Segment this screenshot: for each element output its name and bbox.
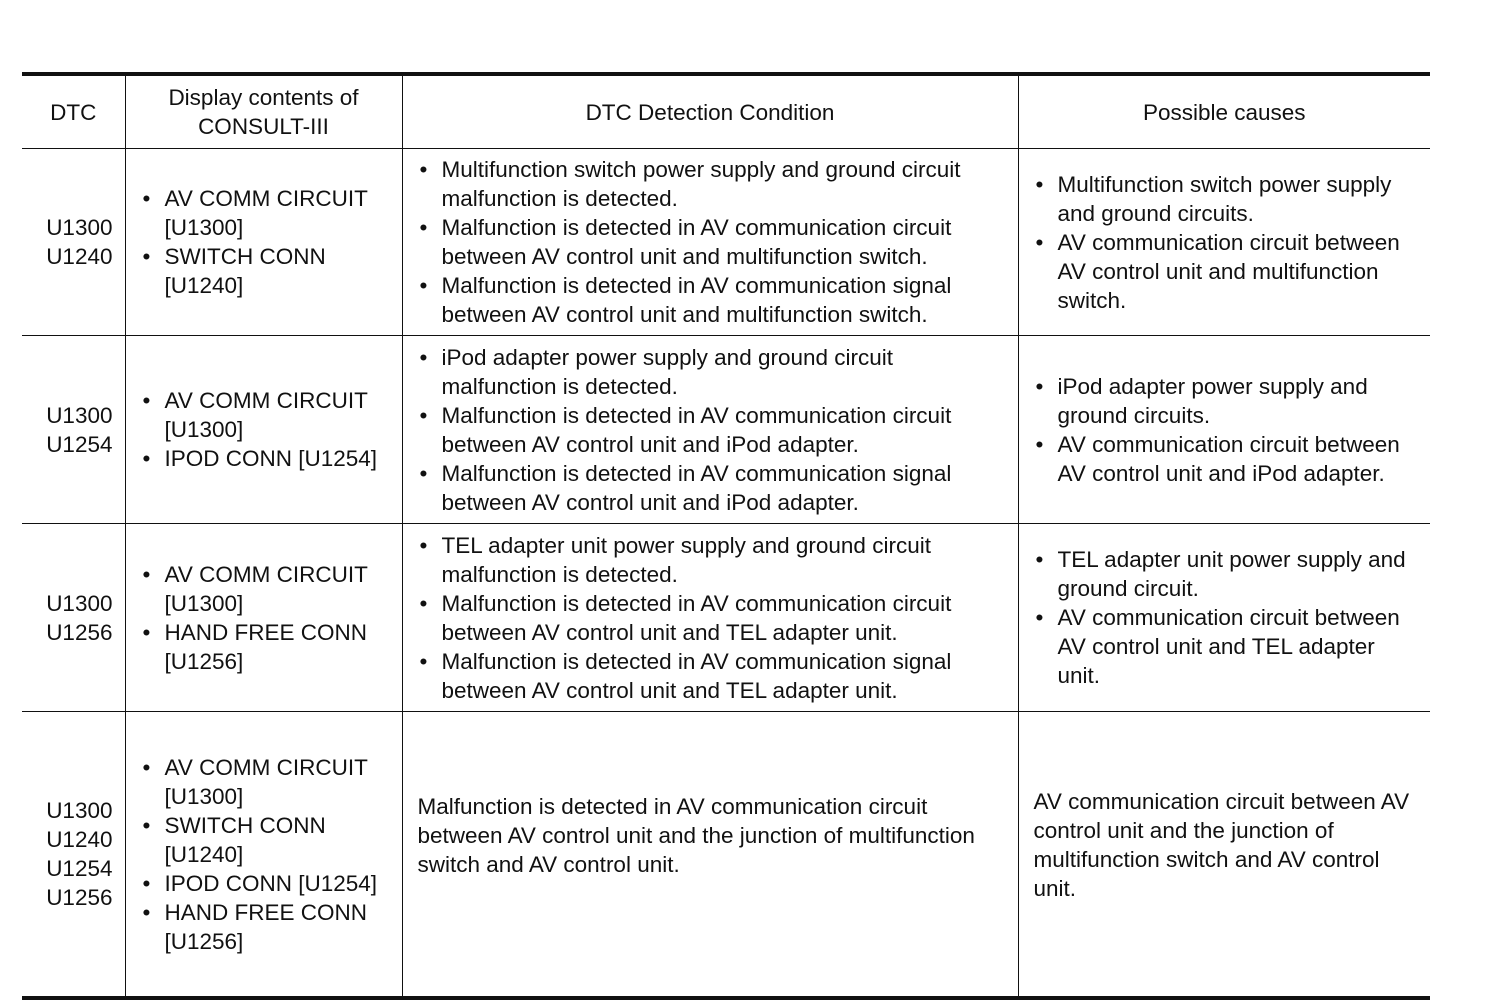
- condition-item: • Malfunction is detected in AV communication circuit between AV control unit and iPod adapter.: [442, 401, 1010, 459]
- header-display-contents: [125, 74, 402, 149]
- possible-causes-cell: [1018, 712, 1430, 999]
- detection-condition-cell: [402, 149, 1018, 336]
- header-detection-condition: DTC Detection Condition: [402, 74, 1018, 149]
- dtc-code: U1300: [46, 215, 113, 240]
- dtc-code: U1240: [46, 244, 113, 269]
- dtc-code: U1300: [46, 798, 113, 823]
- display-item: • AV COMM CIRCUIT [U1300]: [165, 184, 398, 242]
- display-item: • HAND FREE CONN [U1256]: [165, 618, 398, 676]
- dtc-codes-cell: [22, 712, 125, 999]
- condition-item: • TEL adapter unit power supply and ground circuit malfunction is detected.: [442, 531, 1010, 589]
- condition-item: • Malfunction is detected in AV communication circuit between AV control unit and TEL adapter unit.: [442, 589, 1010, 647]
- display-contents-cell: [125, 524, 402, 712]
- condition-item: • Malfunction is detected in AV communication circuit between AV control unit and multifunction switch.: [442, 213, 1010, 271]
- display-item: • AV COMM CIRCUIT [U1300]: [165, 560, 398, 618]
- cause-item: • TEL adapter unit power supply and ground circuit.: [1058, 545, 1423, 603]
- detection-condition-cell: [402, 336, 1018, 524]
- header-possible-causes: Possible causes: [1018, 74, 1430, 149]
- dtc-code: U1254: [46, 431, 113, 457]
- display-item: • AV COMM CIRCUIT [U1300]: [165, 753, 398, 811]
- display-item: • AV COMM CIRCUIT [U1300]: [165, 386, 398, 444]
- cause-text: AV communication circuit between AV control unit and the junction of multifunction switch and AV control unit.: [1033, 789, 1410, 901]
- table-row: [22, 712, 1430, 999]
- cause-item: • AV communication circuit between AV control unit and multifunction switch.: [1058, 228, 1423, 315]
- display-contents-cell: [125, 712, 402, 999]
- dtc-code: U1256: [46, 619, 113, 645]
- detection-condition-cell: [402, 524, 1018, 712]
- display-item: • IPOD CONN [U1254]: [165, 869, 398, 898]
- condition-text: Malfunction is detected in AV communication circuit between AV control unit and the junction of multifunction switch and AV control unit.: [417, 793, 975, 877]
- cause-item: • AV communication circuit between AV control unit and TEL adapter unit.: [1058, 603, 1423, 690]
- table-header: [22, 74, 1430, 149]
- detection-condition-cell: [402, 712, 1018, 999]
- possible-causes-cell: [1018, 524, 1430, 712]
- dtc-code: U1240: [46, 827, 113, 852]
- condition-item: • Multifunction switch power supply and ground circuit malfunction is detected.: [442, 155, 1010, 213]
- cause-item: • AV communication circuit between AV control unit and iPod adapter.: [1058, 430, 1423, 488]
- dtc-codes-cell: [22, 149, 125, 336]
- dtc-code: U1300: [46, 590, 113, 616]
- condition-item: • Malfunction is detected in AV communication signal between AV control unit and multifunction switch.: [442, 271, 1010, 329]
- condition-item: • Malfunction is detected in AV communication signal between AV control unit and TEL adapter unit.: [442, 647, 1010, 705]
- header-row: [22, 74, 1430, 149]
- possible-causes-cell: [1018, 336, 1430, 524]
- cause-item: • iPod adapter power supply and ground circuits.: [1058, 372, 1423, 430]
- header-display-text: Display contents of CONSULT-III: [168, 85, 359, 139]
- condition-item: • Malfunction is detected in AV communication signal between AV control unit and iPod adapter.: [442, 459, 1010, 517]
- condition-item: • iPod adapter power supply and ground circuit malfunction is detected.: [442, 343, 1010, 401]
- cause-item: • Multifunction switch power supply and ground circuits.: [1058, 170, 1423, 228]
- dtc-code: U1300: [46, 402, 113, 428]
- dtc-code: U1254: [46, 856, 113, 881]
- display-contents-cell: [125, 149, 402, 336]
- possible-causes-cell: [1018, 149, 1430, 336]
- header-dtc: DTC: [22, 74, 125, 149]
- table-row: [22, 149, 1430, 336]
- table-row: [22, 336, 1430, 524]
- table-row: [22, 524, 1430, 712]
- display-item: • SWITCH CONN [U1240]: [165, 811, 398, 869]
- display-item: • IPOD CONN [U1254]: [165, 444, 398, 473]
- display-item: • HAND FREE CONN [U1256]: [165, 898, 398, 956]
- dtc-table: [22, 72, 1430, 1000]
- dtc-codes-cell: [22, 524, 125, 712]
- display-item: • SWITCH CONN [U1240]: [165, 242, 398, 300]
- dtc-codes-cell: [22, 336, 125, 524]
- table-body: [22, 149, 1430, 999]
- dtc-code: U1256: [46, 885, 113, 910]
- display-contents-cell: [125, 336, 402, 524]
